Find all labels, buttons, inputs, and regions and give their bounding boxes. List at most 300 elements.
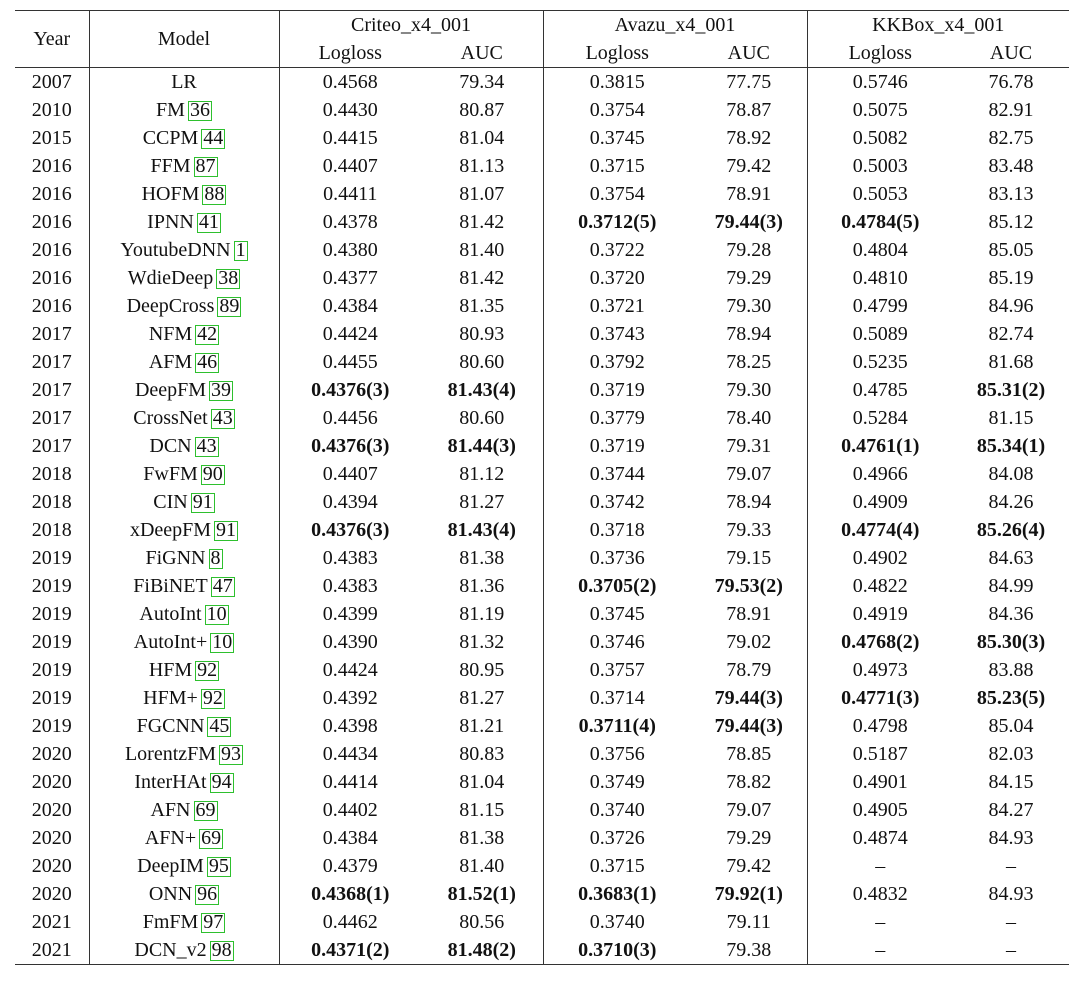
cell-auc: 82.75 bbox=[988, 127, 1034, 149]
cell-auc: 79.29 bbox=[691, 824, 807, 852]
cell-logloss: 0.3779 bbox=[589, 407, 645, 429]
citation-link[interactable]: 69 bbox=[201, 827, 222, 849]
cell-auc: 85.23(5) bbox=[976, 687, 1046, 709]
cell-auc: 85.12 bbox=[988, 211, 1034, 233]
cell-year: 2020 bbox=[15, 852, 89, 880]
citation-link[interactable]: 69 bbox=[195, 799, 216, 821]
cell-model bbox=[89, 404, 279, 432]
table-body bbox=[15, 68, 1069, 965]
cell-logloss: 0.5053 bbox=[852, 183, 908, 205]
cell-auc: 79.44(3) bbox=[691, 208, 807, 236]
cell-auc: 79.38 bbox=[691, 936, 807, 965]
cell-logloss: 0.4415 bbox=[322, 127, 378, 149]
citation-link[interactable]: 98 bbox=[211, 939, 232, 961]
cell-logloss: 0.4966 bbox=[852, 463, 908, 485]
cell-logloss: 0.4434 bbox=[322, 743, 378, 765]
cell-year: 2020 bbox=[15, 740, 89, 768]
cell-model bbox=[89, 152, 279, 180]
cell-auc: 79.11 bbox=[691, 908, 807, 936]
cell-logloss: 0.4380 bbox=[322, 239, 378, 261]
table-row bbox=[15, 488, 1069, 516]
cell-auc: 81.43(4) bbox=[421, 516, 543, 544]
citation-link[interactable]: 43 bbox=[196, 435, 217, 457]
cell-auc: 78.92 bbox=[691, 124, 807, 152]
cell-auc: 81.13 bbox=[421, 152, 543, 180]
cell-year: 2018 bbox=[15, 460, 89, 488]
cell-auc: 84.36 bbox=[988, 603, 1034, 625]
cell-model bbox=[89, 348, 279, 376]
cell-auc: 78.91 bbox=[691, 180, 807, 208]
citation-link[interactable]: 8 bbox=[210, 547, 221, 569]
cell-year: 2007 bbox=[15, 68, 89, 97]
cell-model bbox=[89, 712, 279, 740]
table-row bbox=[15, 236, 1069, 264]
cell-logloss: – bbox=[807, 936, 953, 965]
cell-year: 2016 bbox=[15, 236, 89, 264]
cell-logloss: 0.4456 bbox=[322, 407, 378, 429]
cell-model bbox=[89, 796, 279, 824]
cell-logloss: 0.3736 bbox=[589, 547, 645, 569]
cell-logloss: 0.4774(4) bbox=[841, 519, 920, 541]
header-metric-logloss: Logloss bbox=[585, 42, 649, 64]
cell-logloss: 0.4377 bbox=[322, 267, 378, 289]
model-name: AutoInt bbox=[139, 603, 202, 625]
cell-logloss: 0.3714 bbox=[589, 687, 645, 709]
cell-logloss: 0.4430 bbox=[322, 99, 378, 121]
cell-model bbox=[89, 684, 279, 712]
table-row bbox=[15, 68, 1069, 97]
citation-link[interactable]: 43 bbox=[212, 407, 233, 429]
table-row bbox=[15, 180, 1069, 208]
cell-logloss: 0.5235 bbox=[852, 351, 908, 373]
cell-logloss: 0.4407 bbox=[322, 155, 378, 177]
cell-auc: 81.43(4) bbox=[421, 376, 543, 404]
cell-auc: 84.96 bbox=[988, 295, 1034, 317]
cell-auc: 81.32 bbox=[421, 628, 543, 656]
cell-year: 2016 bbox=[15, 292, 89, 320]
model-name: NFM bbox=[148, 323, 193, 345]
cell-year: 2017 bbox=[15, 320, 89, 348]
cell-logloss: 0.4874 bbox=[852, 827, 908, 849]
cell-year: 2015 bbox=[15, 124, 89, 152]
cell-logloss: 0.4392 bbox=[322, 687, 378, 709]
cell-auc: 85.31(2) bbox=[976, 379, 1046, 401]
cell-auc: 85.26(4) bbox=[976, 519, 1046, 541]
cell-model bbox=[89, 572, 279, 600]
cell-logloss: 0.3754 bbox=[589, 99, 645, 121]
cell-auc: 82.91 bbox=[988, 99, 1034, 121]
cell-logloss: 0.4407 bbox=[322, 463, 378, 485]
cell-logloss: 0.4455 bbox=[322, 351, 378, 373]
citation-link[interactable]: 91 bbox=[192, 491, 213, 513]
cell-year: 2018 bbox=[15, 488, 89, 516]
table-row bbox=[15, 656, 1069, 684]
model-name: LorentzFM bbox=[124, 743, 217, 765]
citation-link[interactable]: 10 bbox=[206, 603, 227, 625]
cell-auc: 85.34(1) bbox=[976, 435, 1046, 457]
cell-model bbox=[89, 236, 279, 264]
citation-link[interactable]: 42 bbox=[197, 323, 218, 345]
cell-logloss: 0.4371(2) bbox=[279, 936, 421, 965]
cell-model bbox=[89, 628, 279, 656]
model-name: HOFM bbox=[141, 183, 200, 205]
table-row bbox=[15, 124, 1069, 152]
citation-link[interactable]: 89 bbox=[219, 295, 240, 317]
table-row bbox=[15, 740, 1069, 768]
table-row bbox=[15, 908, 1069, 936]
cell-logloss: 0.5089 bbox=[852, 323, 908, 345]
header-dataset-kkbox: KKBox_x4_001 bbox=[807, 11, 1069, 40]
citation-link[interactable]: 88 bbox=[204, 183, 225, 205]
table-row bbox=[15, 152, 1069, 180]
model-name: CIN bbox=[153, 491, 188, 513]
cell-logloss: 0.3740 bbox=[589, 911, 645, 933]
cell-logloss: 0.3722 bbox=[589, 239, 645, 261]
header-dataset-avazu: Avazu_x4_001 bbox=[543, 11, 807, 40]
cell-auc: 84.99 bbox=[988, 575, 1034, 597]
cell-logloss: 0.4822 bbox=[852, 575, 908, 597]
cell-auc: – bbox=[953, 936, 1069, 965]
cell-model bbox=[89, 488, 279, 516]
cell-logloss: 0.4784(5) bbox=[841, 211, 920, 233]
cell-model bbox=[89, 768, 279, 796]
cell-logloss: 0.3683(1) bbox=[578, 883, 657, 905]
cell-year: 2019 bbox=[15, 684, 89, 712]
cell-logloss: 0.4376(3) bbox=[311, 379, 390, 401]
cell-auc: 81.15 bbox=[421, 796, 543, 824]
cell-auc: 83.13 bbox=[988, 183, 1034, 205]
cell-auc: 78.25 bbox=[691, 348, 807, 376]
cell-logloss: 0.5187 bbox=[852, 743, 908, 765]
citation-link[interactable]: 41 bbox=[198, 211, 219, 233]
model-name: CrossNet bbox=[133, 407, 208, 429]
cell-year: 2017 bbox=[15, 432, 89, 460]
table-row bbox=[15, 600, 1069, 628]
table-row bbox=[15, 572, 1069, 600]
cell-model bbox=[89, 460, 279, 488]
cell-model bbox=[89, 516, 279, 544]
citation-link[interactable]: 96 bbox=[197, 883, 218, 905]
cell-auc: 81.15 bbox=[988, 407, 1034, 429]
cell-logloss: 0.4798 bbox=[852, 715, 908, 737]
cell-auc: 84.26 bbox=[988, 491, 1034, 513]
cell-logloss: 0.3743 bbox=[589, 323, 645, 345]
cell-model bbox=[89, 264, 279, 292]
citation-link[interactable]: 38 bbox=[218, 267, 239, 289]
model-name: xDeepFM bbox=[129, 519, 212, 541]
cell-logloss: 0.4902 bbox=[852, 547, 908, 569]
cell-logloss: – bbox=[875, 855, 886, 877]
cell-model bbox=[89, 852, 279, 880]
header-model: Model bbox=[89, 11, 279, 68]
model-name: HFM bbox=[148, 659, 193, 681]
cell-year: 2020 bbox=[15, 880, 89, 908]
cell-auc: 81.38 bbox=[421, 544, 543, 572]
cell-auc: 78.91 bbox=[691, 600, 807, 628]
cell-auc: 79.15 bbox=[691, 544, 807, 572]
cell-logloss: 0.3710(3) bbox=[543, 936, 691, 965]
table-row bbox=[15, 516, 1069, 544]
citation-link[interactable]: 47 bbox=[212, 575, 233, 597]
model-name: DCN_v2 bbox=[134, 939, 207, 961]
cell-auc: 79.30 bbox=[691, 376, 807, 404]
cell-logloss: 0.4424 bbox=[322, 659, 378, 681]
cell-logloss: 0.4905 bbox=[852, 799, 908, 821]
cell-logloss: 0.3718 bbox=[589, 519, 645, 541]
header-metric-auc: AUC bbox=[421, 39, 543, 68]
cell-logloss: 0.3705(2) bbox=[578, 575, 657, 597]
citation-link[interactable]: 92 bbox=[202, 687, 223, 709]
cell-model bbox=[89, 124, 279, 152]
cell-model bbox=[89, 320, 279, 348]
header-metric-auc: AUC bbox=[691, 39, 807, 68]
model-name: DeepFM bbox=[134, 379, 207, 401]
model-name: AFM bbox=[148, 351, 193, 373]
cell-model bbox=[89, 600, 279, 628]
cell-logloss: 0.3742 bbox=[589, 491, 645, 513]
cell-year: 2016 bbox=[15, 208, 89, 236]
cell-logloss: 0.5003 bbox=[852, 155, 908, 177]
header-year: Year bbox=[15, 11, 89, 68]
cell-auc: 79.44(3) bbox=[691, 684, 807, 712]
citation-link[interactable]: 95 bbox=[208, 855, 229, 877]
cell-auc: 80.83 bbox=[421, 740, 543, 768]
cell-year: 2018 bbox=[15, 516, 89, 544]
citation-link[interactable]: 87 bbox=[195, 155, 216, 177]
table-row bbox=[15, 544, 1069, 572]
cell-logloss: 0.4383 bbox=[322, 575, 378, 597]
table-row bbox=[15, 376, 1069, 404]
cell-auc: 82.74 bbox=[988, 323, 1034, 345]
table-row bbox=[15, 320, 1069, 348]
citation-link[interactable]: 90 bbox=[202, 463, 223, 485]
cell-model bbox=[89, 824, 279, 852]
cell-year: 2019 bbox=[15, 600, 89, 628]
model-name: AutoInt+ bbox=[133, 631, 208, 653]
cell-year: 2017 bbox=[15, 348, 89, 376]
table-row bbox=[15, 208, 1069, 236]
cell-logloss: 0.3721 bbox=[589, 295, 645, 317]
model-name: CCPM bbox=[142, 127, 199, 149]
cell-logloss: 0.3744 bbox=[589, 463, 645, 485]
cell-auc: 79.34 bbox=[421, 68, 543, 97]
cell-year: 2019 bbox=[15, 656, 89, 684]
citation-link[interactable]: 36 bbox=[189, 99, 210, 121]
cell-logloss: 0.4568 bbox=[279, 68, 421, 97]
cell-auc: 81.40 bbox=[421, 852, 543, 880]
cell-auc: – bbox=[1006, 855, 1016, 877]
header-metric-logloss: Logloss bbox=[848, 42, 912, 64]
cell-logloss: 0.4384 bbox=[322, 295, 378, 317]
cell-auc: 78.40 bbox=[691, 404, 807, 432]
header-metric-auc: AUC bbox=[989, 42, 1033, 64]
cell-auc: 81.04 bbox=[421, 124, 543, 152]
cell-logloss: 0.3745 bbox=[589, 603, 645, 625]
citation-link[interactable]: 39 bbox=[211, 379, 232, 401]
cell-logloss: 0.4379 bbox=[322, 855, 378, 877]
cell-logloss: 0.4376(3) bbox=[311, 435, 390, 457]
table-row bbox=[15, 880, 1069, 908]
cell-year: 2020 bbox=[15, 768, 89, 796]
citation-link[interactable]: 92 bbox=[197, 659, 218, 681]
cell-auc: 79.28 bbox=[691, 236, 807, 264]
cell-auc: 77.75 bbox=[691, 68, 807, 97]
cell-auc: 81.21 bbox=[421, 712, 543, 740]
cell-auc: 81.68 bbox=[988, 351, 1034, 373]
table-row bbox=[15, 292, 1069, 320]
cell-auc: 84.15 bbox=[988, 771, 1034, 793]
model-name: IPNN bbox=[147, 211, 194, 233]
cell-logloss: 0.4402 bbox=[322, 799, 378, 821]
cell-logloss: 0.3740 bbox=[589, 799, 645, 821]
cell-auc: 85.05 bbox=[988, 239, 1034, 261]
cell-auc: 78.79 bbox=[691, 656, 807, 684]
cell-year: 2019 bbox=[15, 572, 89, 600]
cell-auc: 81.42 bbox=[421, 208, 543, 236]
citation-link[interactable]: 93 bbox=[221, 743, 242, 765]
cell-logloss: 0.3745 bbox=[589, 127, 645, 149]
cell-auc: 83.48 bbox=[988, 155, 1034, 177]
cell-auc: 81.40 bbox=[421, 236, 543, 264]
cell-logloss: 0.4414 bbox=[322, 771, 378, 793]
model-name: FmFM bbox=[142, 911, 199, 933]
citation-link[interactable]: 45 bbox=[209, 715, 230, 737]
cell-logloss: 0.4804 bbox=[852, 239, 908, 261]
table-row bbox=[15, 628, 1069, 656]
cell-year: 2021 bbox=[15, 936, 89, 965]
model-name: DCN bbox=[149, 435, 192, 457]
cell-logloss: 0.4368(1) bbox=[311, 883, 390, 905]
cell-logloss: 0.3756 bbox=[589, 743, 645, 765]
cell-logloss: 0.3815 bbox=[543, 68, 691, 97]
cell-auc: 82.03 bbox=[988, 743, 1034, 765]
cell-model bbox=[89, 740, 279, 768]
cell-logloss: 0.4810 bbox=[852, 267, 908, 289]
model-name: AFN bbox=[150, 799, 191, 821]
citation-link[interactable]: 1 bbox=[235, 239, 246, 261]
cell-auc: 76.78 bbox=[953, 68, 1069, 97]
cell-auc: 78.94 bbox=[691, 488, 807, 516]
cell-auc: 80.95 bbox=[421, 656, 543, 684]
cell-logloss: 0.4919 bbox=[852, 603, 908, 625]
cell-auc: 81.36 bbox=[421, 572, 543, 600]
cell-auc: 81.04 bbox=[421, 768, 543, 796]
cell-auc: 81.44(3) bbox=[421, 432, 543, 460]
model-name: HFM+ bbox=[143, 687, 198, 709]
cell-logloss: 0.4378 bbox=[322, 211, 378, 233]
cell-logloss: 0.5746 bbox=[807, 68, 953, 97]
cell-year: 2020 bbox=[15, 796, 89, 824]
cell-auc: 79.44(3) bbox=[691, 712, 807, 740]
cell-logloss: 0.4376(3) bbox=[311, 519, 390, 541]
cell-logloss: 0.5082 bbox=[852, 127, 908, 149]
cell-model bbox=[89, 936, 279, 965]
cell-year: 2021 bbox=[15, 908, 89, 936]
cell-logloss: 0.3749 bbox=[589, 771, 645, 793]
cell-auc: 79.42 bbox=[691, 852, 807, 880]
cell-year: 2019 bbox=[15, 544, 89, 572]
table-row bbox=[15, 348, 1069, 376]
cell-logloss: 0.3757 bbox=[589, 659, 645, 681]
cell-logloss: 0.4761(1) bbox=[841, 435, 920, 457]
citation-link[interactable]: 10 bbox=[212, 631, 233, 653]
cell-model bbox=[89, 544, 279, 572]
cell-logloss: 0.3719 bbox=[589, 435, 645, 457]
cell-model bbox=[89, 180, 279, 208]
model-name: FM bbox=[156, 99, 185, 121]
cell-model bbox=[89, 292, 279, 320]
cell-auc: 79.29 bbox=[691, 264, 807, 292]
citation-link[interactable]: 97 bbox=[203, 911, 224, 933]
cell-year: 2017 bbox=[15, 376, 89, 404]
model-name: FiBiNET bbox=[133, 575, 208, 597]
cell-logloss: 0.5075 bbox=[852, 99, 908, 121]
cell-year: 2017 bbox=[15, 404, 89, 432]
cell-model bbox=[89, 656, 279, 684]
cell-auc: 79.07 bbox=[691, 460, 807, 488]
cell-logloss: – bbox=[875, 911, 886, 933]
cell-logloss: 0.4909 bbox=[852, 491, 908, 513]
cell-auc: 84.08 bbox=[988, 463, 1034, 485]
cell-auc: 81.12 bbox=[421, 460, 543, 488]
model-name: InterHAt bbox=[134, 771, 207, 793]
cell-year: 2010 bbox=[15, 96, 89, 124]
cell-auc: 84.93 bbox=[988, 883, 1034, 905]
cell-auc: 78.82 bbox=[691, 768, 807, 796]
cell-year: 2019 bbox=[15, 628, 89, 656]
citation-link[interactable]: 94 bbox=[211, 771, 232, 793]
table-row bbox=[15, 712, 1069, 740]
model-name: AFN+ bbox=[144, 827, 197, 849]
citation-link[interactable]: 91 bbox=[216, 519, 237, 541]
cell-model bbox=[89, 96, 279, 124]
cell-logloss: 0.4785 bbox=[852, 379, 908, 401]
model-name: WdieDeep bbox=[127, 267, 214, 289]
cell-auc: 81.48(2) bbox=[421, 936, 543, 965]
table-row bbox=[15, 936, 1069, 965]
cell-auc: 78.87 bbox=[691, 96, 807, 124]
cell-logloss: 0.3792 bbox=[589, 351, 645, 373]
cell-auc: 79.53(2) bbox=[691, 572, 807, 600]
model-name: YoutubeDNN bbox=[120, 239, 231, 261]
cell-logloss: 0.4390 bbox=[322, 631, 378, 653]
cell-year: 2019 bbox=[15, 712, 89, 740]
cell-auc: 80.93 bbox=[421, 320, 543, 348]
model-name: DeepCross bbox=[126, 295, 215, 317]
model-name: FFM bbox=[150, 155, 191, 177]
cell-logloss: 0.3712(5) bbox=[578, 211, 657, 233]
table-row bbox=[15, 96, 1069, 124]
model-name: FiGNN bbox=[145, 547, 206, 569]
cell-logloss: 0.5284 bbox=[852, 407, 908, 429]
citation-link[interactable]: 46 bbox=[197, 351, 218, 373]
cell-auc: 80.60 bbox=[421, 404, 543, 432]
cell-auc: 79.42 bbox=[691, 152, 807, 180]
cell-auc: 84.93 bbox=[988, 827, 1034, 849]
citation-link[interactable]: 44 bbox=[203, 127, 224, 149]
cell-logloss: 0.4398 bbox=[322, 715, 378, 737]
cell-auc: 85.04 bbox=[988, 715, 1034, 737]
cell-logloss: 0.4383 bbox=[322, 547, 378, 569]
cell-auc: 81.52(1) bbox=[421, 880, 543, 908]
cell-auc: 80.87 bbox=[421, 96, 543, 124]
cell-logloss: 0.4411 bbox=[323, 183, 378, 205]
cell-logloss: 0.3719 bbox=[589, 379, 645, 401]
cell-year: 2020 bbox=[15, 824, 89, 852]
cell-auc: 80.60 bbox=[421, 348, 543, 376]
model-name: FGCNN bbox=[136, 715, 205, 737]
cell-logloss: 0.4901 bbox=[852, 771, 908, 793]
